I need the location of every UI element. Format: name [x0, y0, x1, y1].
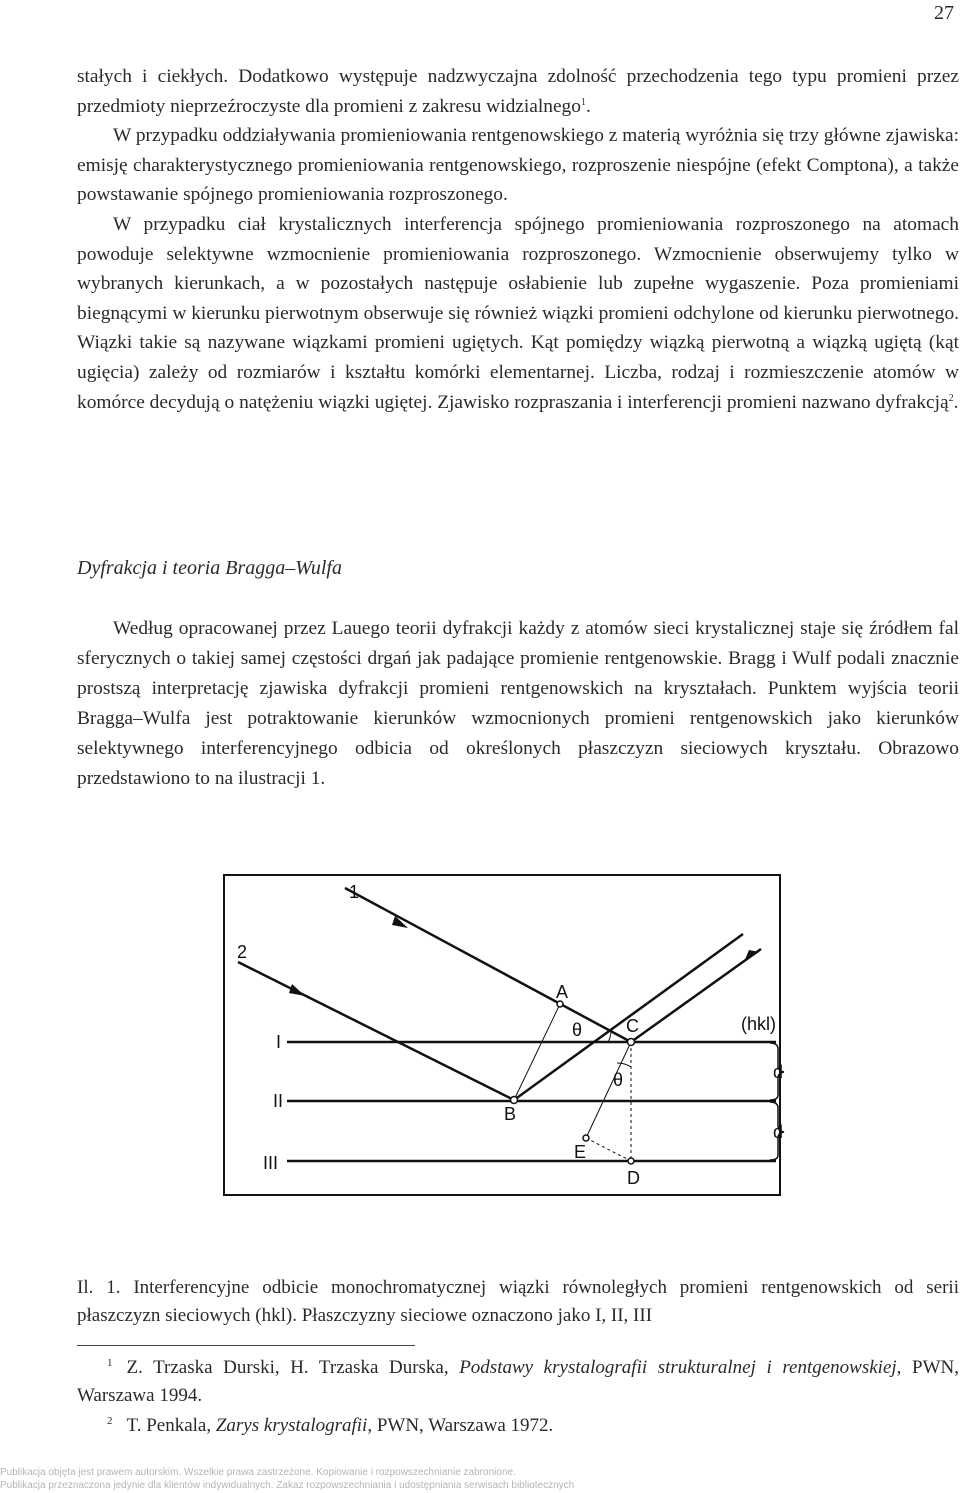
body-text	[77, 62, 959, 417]
dashed-line	[586, 1138, 631, 1161]
label-B: B	[504, 1104, 517, 1124]
point-E	[583, 1135, 589, 1141]
incident-ray-2	[238, 962, 514, 1100]
footnote-ref: 1	[580, 96, 586, 108]
label-C: C	[626, 1016, 639, 1036]
perpendicular-line	[586, 1042, 631, 1138]
footnotes	[77, 1354, 959, 1442]
footnote-ref: 2	[948, 392, 954, 404]
paragraph: stałych i ciekłych. Dodatkowo występuje nadzwyczajna zdolność przechodzenia tego typu promieni przez przedmioty nieprzeźroczyste dla promieni z zakresu widzialnego$^1$.	[77, 66, 959, 117]
hkl-label: (hkl)	[741, 1014, 776, 1034]
paragraph: W przypadku ciał krystalicznych interferencja spójnego promieniowania rozproszonego na atomach powoduje selektywne wzmocnienie promieniowania rozproszonego. Wzmocnienie obserwujemy tylko w wybranych kierunkach, a w pozostałych następuje osłabienie lub zupełne wygaszenie. Poza promieniami biegnącymi w kierunku pierwotnym obserwuje się również wiązki promieni odchylone od kierunku pierwotnego. Wiązki takie są nazywane wiązkami promieni ugiętych. Kąt pomiędzy wiązką pierwotną a wiązką ugiętą (kąt ugięcia) zależy od rozmiarów i kształtu komórki elementarnej. Liczba, rodzaj i rozmieszczenie atomów w komórce decydują o natężeniu wiązki ugiętej. Zjawisko rozpraszania i interferencji promieni nazwano dyfrakcją$^2$.	[77, 213, 959, 413]
bragg-diagram	[223, 874, 781, 1196]
figure-caption: Il. 1. Interferencyjne odbicie monochromatycznej wiązki równoległych promieni rentgenowskich od serii płaszczyzn sieciowych (hkl). Płaszczyzny sieciowe oznaczono jako I, II, III	[77, 1277, 959, 1326]
spacing-label-d: d	[772, 1122, 783, 1142]
incident-ray-1	[345, 888, 631, 1042]
point-B	[511, 1097, 518, 1104]
page-number: 27	[934, 2, 954, 24]
label-E: E	[574, 1142, 587, 1162]
arrow-icon	[744, 950, 759, 962]
paragraph: W przypadku oddziaływania promieniowania rentgenowskiego z materią wyróżnia się trzy główne zjawiska: emisję charakterystycznego promieniowania rentgenowskiego, rozproszenie niespójne (efekt Comptona), a także powstawanie spójnego promieniowania rozproszonego.	[77, 125, 959, 206]
plane-label-III: III	[263, 1153, 279, 1173]
point-D	[628, 1158, 634, 1164]
ray-label-1: 1	[349, 882, 360, 902]
paragraph: Według opracowanej przez Lauego teorii dyfrakcji każdy z atomów sieci krystalicznej staje się źródłem fal sferycznych o takiej samej częstości drgań jak padające promienie rentgenowskie. Bragg i Wulf podali znacznie prostszą interpretację zjawiska dyfrakcji promieni rentgenowskich na kryształach. Punktem wyjścia teorii Bragga–Wulfa jest potraktowanie kierunków wzmocnionych promieni rentgenowskich jako kierunków selektywnego interferencyjnego odbicia od określonych płaszczyzn sieciowych kryształu. Obrazowo przedstawiono to na ilustracji 1.	[77, 618, 959, 789]
footnote-divider	[77, 1345, 415, 1346]
ray-label-2: 2	[237, 942, 248, 962]
section-text	[77, 614, 959, 794]
spacing-label-d: d	[772, 1062, 783, 1082]
footnote: $^2$ T. Penkala, Zarys krystalografii, PWN, Warszawa 1972.	[107, 1415, 554, 1436]
label-A: A	[556, 982, 569, 1002]
plane-label-I: I	[276, 1032, 282, 1052]
plane-label-II: II	[273, 1091, 284, 1111]
theta-label: θ	[613, 1070, 624, 1090]
arrow-icon	[289, 984, 305, 996]
footnote: $^1$ Z. Trzaska Durski, H. Trzaska Durska, Podstawy krystalografii strukturalnej i rentgenowskiej, PWN, Warszawa 1994.	[77, 1357, 959, 1406]
copyright-line: Publikacja objęta jest prawem autorskim. Wszelkie prawa zastrzeżone. Kopiowanie i rozpowszechnianie zabronione.	[0, 1467, 516, 1478]
theta-label: θ	[572, 1020, 583, 1040]
copyright-notice	[0, 1466, 574, 1492]
figure-frame	[224, 875, 780, 1195]
point-C	[628, 1039, 635, 1046]
copyright-line: Publikacja przeznaczona jedynie dla klientów indywidualnych. Zakaz rozpowszechniania i udostępniania serwisach bibliotecznych	[0, 1480, 575, 1491]
wavefront-line	[514, 1004, 560, 1100]
label-D: D	[627, 1168, 640, 1188]
section-heading: Dyfrakcja i teoria Bragga–Wulfa	[77, 557, 342, 579]
